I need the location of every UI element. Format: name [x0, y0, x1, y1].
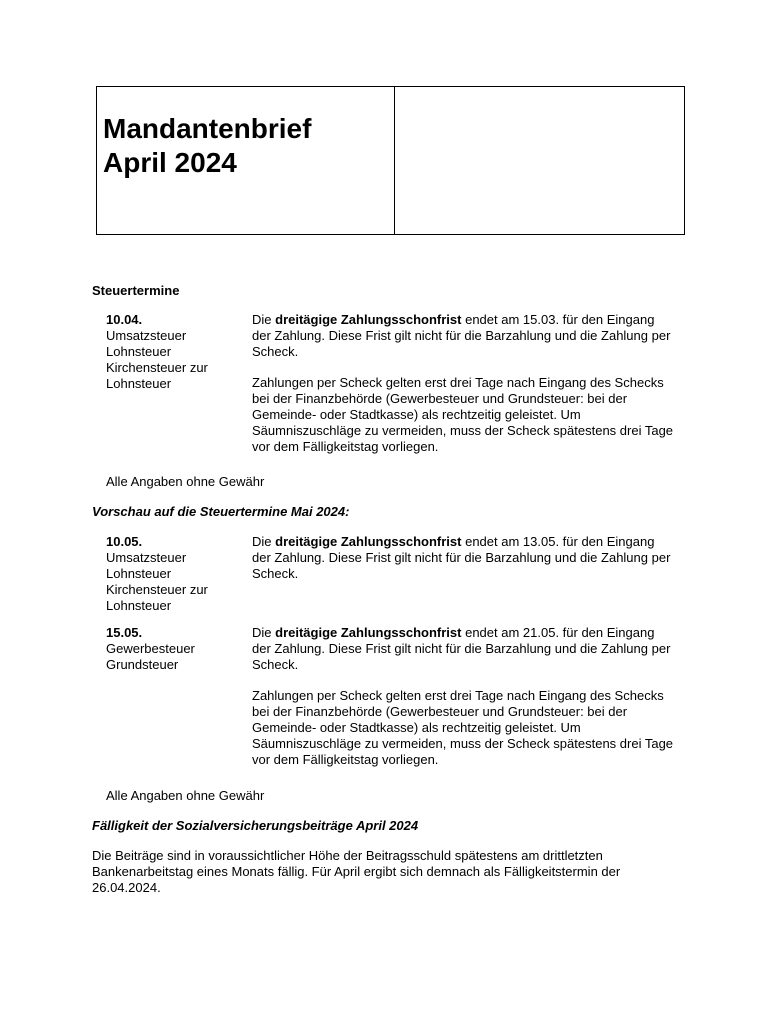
- tax-type: Umsatzsteuer: [106, 550, 187, 565]
- tax-entry-text: [252, 534, 676, 614]
- header-empty-cell: [395, 87, 684, 234]
- tax-entry-10-04: [106, 312, 676, 455]
- sozialversicherung-paragraph: Die Beiträge sind in voraussichtlicher Höhe der Beitragsschuld spätestens am drittletzten Bankenarbeitstag eines Monats fällig. Für April ergibt sich demnach als Fälligkeitstermin der 26.04.2024.: [92, 848, 621, 895]
- scheck-paragraph: Zahlungen per Scheck gelten erst drei Tage nach Eingang des Schecks bei der Finanzbehörde (Gewerbesteuer und Grundsteuer: bei der Gemeinde- oder Stadtkasse) als rechtzeitig geleistet. Um Säumniszuschläge zu vermeiden, muss der Scheck spätestens drei Tage vor dem Fälligkeitstag vorliegen.: [252, 688, 674, 767]
- tax-entry-15-05: [106, 625, 676, 768]
- section-heading-sozialversicherung: Fälligkeit der Sozialversicherungsbeiträge April 2024: [92, 818, 419, 833]
- tax-entry-10-05: [106, 534, 676, 614]
- tax-type: Grundsteuer: [106, 657, 179, 672]
- tax-entry-left: [106, 625, 252, 768]
- tax-entry-text: [252, 312, 676, 455]
- tax-type: Lohnsteuer: [106, 344, 172, 359]
- disclaimer-note: Alle Angaben ohne Gewähr: [106, 474, 265, 489]
- section-heading-vorschau: Vorschau auf die Steuertermine Mai 2024:: [92, 504, 350, 519]
- tax-type: Lohnsteuer: [106, 376, 172, 391]
- tax-type: Kirchensteuer zur: [106, 582, 208, 597]
- header-box: [96, 86, 685, 235]
- tax-date: 15.05.: [106, 625, 143, 640]
- document-title: [103, 112, 394, 180]
- tax-date: 10.04.: [106, 312, 143, 327]
- schonfrist-paragraph: Die dreitägige Zahlungsschonfrist endet am 15.03. für den Eingang der Zahlung. Diese Frist gilt nicht für die Barzahlung und die Zahlung per Scheck.: [252, 312, 671, 359]
- tax-type: Gewerbesteuer: [106, 641, 195, 656]
- title-line-2: April 2024: [103, 147, 237, 178]
- tax-date: 10.05.: [106, 534, 143, 549]
- tax-entry-text: [252, 625, 676, 768]
- scheck-paragraph: Zahlungen per Scheck gelten erst drei Tage nach Eingang des Schecks bei der Finanzbehörde (Gewerbesteuer und Grundsteuer: bei der Gemeinde- oder Stadtkasse) als rechtzeitig geleistet. Um Säumniszuschläge zu vermeiden, muss der Scheck spätestens drei Tage vor dem Fälligkeitstag vorliegen.: [252, 375, 674, 454]
- disclaimer-note: Alle Angaben ohne Gewähr: [106, 788, 265, 803]
- tax-type: Umsatzsteuer: [106, 328, 187, 343]
- header-title-cell: [97, 87, 395, 234]
- tax-entry-left: [106, 534, 252, 614]
- schonfrist-bold: dreitägige Zahlungsschonfrist: [275, 312, 462, 327]
- tax-type: Lohnsteuer: [106, 598, 172, 613]
- tax-type: Kirchensteuer zur: [106, 360, 208, 375]
- schonfrist-paragraph: Die dreitägige Zahlungsschonfrist endet am 13.05. für den Eingang der Zahlung. Diese Frist gilt nicht für die Barzahlung und die Zahlung per Scheck.: [252, 534, 671, 581]
- schonfrist-paragraph: Die dreitägige Zahlungsschonfrist endet am 21.05. für den Eingang der Zahlung. Diese Frist gilt nicht für die Barzahlung und die Zahlung per Scheck.: [252, 625, 671, 672]
- section-heading-steuertermine: Steuertermine: [92, 283, 180, 298]
- tax-entry-left: [106, 312, 252, 455]
- title-line-1: Mandantenbrief: [103, 113, 312, 144]
- schonfrist-bold: dreitägige Zahlungsschonfrist: [275, 534, 462, 549]
- schonfrist-bold: dreitägige Zahlungsschonfrist: [275, 625, 462, 640]
- tax-type: Lohnsteuer: [106, 566, 172, 581]
